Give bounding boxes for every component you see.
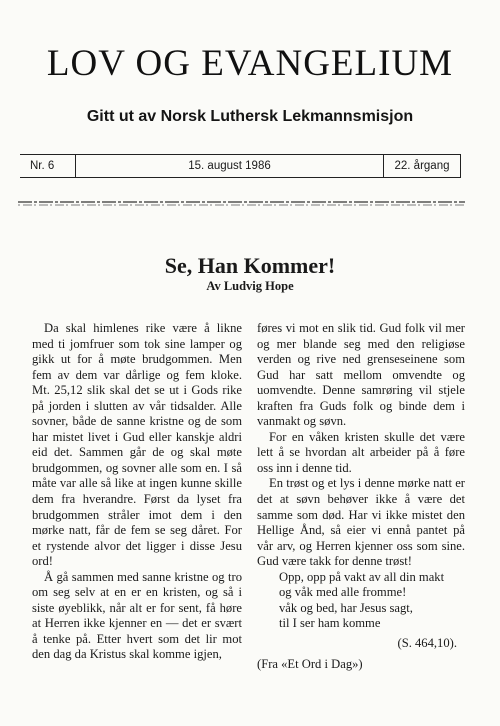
article-paragraph: Å gå sammen med sanne kristne og tro om seg selv at en er en kristen, og så i siste øyeblikk, når alt er for sent, få høre at Herren ikke kjenner en — det er svært å tenke på. Etter hvert som det lir mot den dag da Kristus skal komme igjen, — [32, 569, 242, 662]
masthead-subtitle: Gitt ut av Norsk Luthersk Lekmannsmisjon — [86, 108, 414, 125]
article-source: (Fra «Et Ord i Dag») — [257, 657, 363, 672]
hymn-line: til I ser ham komme — [279, 616, 381, 631]
issue-number: Nr. 6 — [20, 155, 76, 177]
hymn-line: våk og bed, har Jesus sagt, — [279, 600, 413, 615]
decorative-divider — [18, 199, 465, 209]
issue-info-bar — [20, 154, 461, 178]
hymn-reference: (S. 464,10). — [397, 635, 457, 650]
article-column-right — [257, 321, 465, 673]
masthead-title: LOV OG EVANGELIUM — [46, 43, 454, 84]
article-column-left — [32, 321, 242, 663]
article-paragraph: føres vi mot en slik tid. Gud folk vil mer og mer blande seg med den religiøse verden og rive ned grenseseinene som Gud har satt mellom omvendte og uomvendte. Denne samrøring vil stjele kraften fra Guds folk og binde dem i vanmakt og søvn. — [257, 321, 465, 429]
article-byline: Av Ludvig Hope — [206, 279, 294, 293]
hymn-line: Opp, opp på vakt av all din makt — [279, 569, 445, 584]
article-title: Se, Han Kommer! — [164, 253, 336, 278]
hymn-line: og våk med alle fromme! — [279, 585, 407, 600]
article-paragraph: For en våken kristen skulle det være lett å se hvordan alt arbeider på å føre oss inn i denne tid. — [257, 429, 465, 475]
issue-volume: 22. årgang — [394, 160, 450, 172]
issue-date: 15. august 1986 — [76, 155, 384, 177]
article-paragraph: Da skal himlenes rike være å likne med ti jomfruer som tok sine lamper og gikk ut for å møte brudgommen. Men fem av dem var dårlige og fem kloke. Mt. 25,12 slik skal det se ut i Gods rike på jorden i slutten av vår tidsalder. Alle sovner, både de sanne kristne og de som har mistet livet i Gud eller kanskje aldri eid det. Sammen går de og skal møte brudgommen, og sovner alle som en. I så måte var alle så like at ingen kunne skille dem fra hverandre. Først da lyset fra brudgommen stråler imot dem i den mørke natt, får de fem se seg dåret. For et rystende alvor det ligger i disse Jesu ord! — [32, 321, 242, 569]
article-paragraph: En trøst og et lys i denne mørke natt er det at søvn behøver ikke å være det samme som død. Har vi ikke mistet den Hellige Ånd, så eier vi ennå pantet på vår arv, og Herren kjenner oss som sine. Gud være takk for denne trøst! — [257, 476, 465, 569]
hymn-verse — [257, 570, 465, 632]
